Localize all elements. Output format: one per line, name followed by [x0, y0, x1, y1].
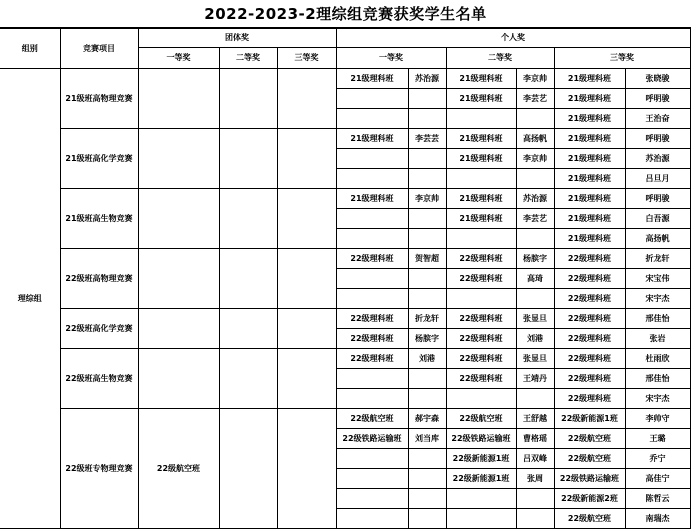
third-prize-student: 呼明骏 [625, 129, 690, 149]
third-prize-class: 22级理科班 [554, 369, 625, 389]
team-award-second [219, 309, 277, 349]
second-prize-class: 21级理科班 [446, 69, 516, 89]
team-award-first [138, 69, 219, 129]
table-row [0, 69, 690, 89]
third-prize-student: 张岩 [625, 329, 690, 349]
team-award-third [277, 69, 336, 129]
team-award-first [138, 349, 219, 409]
first-prize-class [336, 369, 408, 389]
third-prize-student: 杜雨欣 [625, 349, 690, 369]
third-prize-class: 22级航空班 [554, 429, 625, 449]
second-prize-student: 刘港 [516, 329, 554, 349]
team-award-second [219, 249, 277, 309]
second-prize-student [516, 109, 554, 129]
second-prize-class: 22级理科班 [446, 249, 516, 269]
first-prize-student [408, 229, 446, 249]
first-prize-student: 刘当库 [408, 429, 446, 449]
second-prize-class [446, 489, 516, 509]
first-prize-student: 苏治源 [408, 69, 446, 89]
second-prize-student [516, 389, 554, 409]
third-prize-class: 21级理科班 [554, 89, 625, 109]
header-individual-second: 二等奖 [446, 48, 554, 69]
second-prize-student: 李京帅 [516, 69, 554, 89]
first-prize-student [408, 269, 446, 289]
second-prize-class: 22级理科班 [446, 309, 516, 329]
third-prize-class: 21级理科班 [554, 109, 625, 129]
second-prize-class [446, 389, 516, 409]
first-prize-class [336, 149, 408, 169]
first-prize-class: 21级理科班 [336, 129, 408, 149]
second-prize-student: 高扬帆 [516, 129, 554, 149]
header-row-1 [0, 29, 690, 48]
award-table-body [0, 29, 690, 529]
header-individual-third: 三等奖 [554, 48, 690, 69]
first-prize-student [408, 149, 446, 169]
team-award-first [138, 249, 219, 309]
team-award-second [219, 69, 277, 129]
table-row [0, 189, 690, 209]
header-team-first: 一等奖 [138, 48, 219, 69]
first-prize-student [408, 289, 446, 309]
second-prize-class: 22级理科班 [446, 369, 516, 389]
first-prize-class: 22级铁路运输班 [336, 429, 408, 449]
first-prize-class [336, 89, 408, 109]
competition-name: 22级班高化学竞赛 [60, 309, 138, 349]
second-prize-student: 张显旦 [516, 309, 554, 329]
team-award-third [277, 309, 336, 349]
first-prize-student: 杨膑字 [408, 329, 446, 349]
first-prize-student: 郝宇森 [408, 409, 446, 429]
first-prize-student: 贺智超 [408, 249, 446, 269]
header-competition: 竞赛项目 [60, 29, 138, 69]
first-prize-class: 22级理科班 [336, 309, 408, 329]
third-prize-student: 邢佳怡 [625, 369, 690, 389]
third-prize-class: 22级理科班 [554, 289, 625, 309]
table-row [0, 309, 690, 329]
team-award-first: 22级航空班 [138, 409, 219, 529]
first-prize-class [336, 209, 408, 229]
first-prize-student [408, 449, 446, 469]
third-prize-student: 呼明骏 [625, 189, 690, 209]
second-prize-student [516, 489, 554, 509]
first-prize-student: 折龙轩 [408, 309, 446, 329]
team-award-second [219, 409, 277, 529]
header-team-third: 三等奖 [277, 48, 336, 69]
third-prize-class: 21级理科班 [554, 209, 625, 229]
second-prize-student [516, 509, 554, 529]
first-prize-class [336, 489, 408, 509]
team-award-first [138, 309, 219, 349]
group-cell: 理综组 [0, 69, 60, 529]
second-prize-student: 李芸艺 [516, 209, 554, 229]
first-prize-student [408, 89, 446, 109]
first-prize-class [336, 289, 408, 309]
first-prize-student [408, 509, 446, 529]
first-prize-class [336, 389, 408, 409]
second-prize-student: 苏治源 [516, 189, 554, 209]
third-prize-class: 22级理科班 [554, 349, 625, 369]
competition-name: 21级班高物理竞赛 [60, 69, 138, 129]
table-row [0, 129, 690, 149]
first-prize-class: 22级理科班 [336, 249, 408, 269]
third-prize-student: 折龙轩 [625, 249, 690, 269]
second-prize-class: 22级理科班 [446, 329, 516, 349]
first-prize-student [408, 489, 446, 509]
third-prize-class: 22级理科班 [554, 249, 625, 269]
first-prize-student [408, 169, 446, 189]
third-prize-student: 苏治源 [625, 149, 690, 169]
second-prize-class: 21级理科班 [446, 89, 516, 109]
page-title: 2022-2023-2理综组竞赛获奖学生名单 [0, 0, 691, 28]
third-prize-class: 22级铁路运输班 [554, 469, 625, 489]
first-prize-class [336, 269, 408, 289]
first-prize-student: 李京帅 [408, 189, 446, 209]
third-prize-student: 王治奋 [625, 109, 690, 129]
competition-name: 22级班高生物竞赛 [60, 349, 138, 409]
third-prize-student: 张晓骏 [625, 69, 690, 89]
first-prize-class [336, 229, 408, 249]
second-prize-class: 22级新能源1班 [446, 469, 516, 489]
first-prize-class [336, 509, 408, 529]
first-prize-student [408, 469, 446, 489]
third-prize-student: 高扬帆 [625, 229, 690, 249]
third-prize-student: 王璐 [625, 429, 690, 449]
first-prize-student: 刘港 [408, 349, 446, 369]
first-prize-student [408, 369, 446, 389]
third-prize-class: 21级理科班 [554, 129, 625, 149]
third-prize-student: 吕旦月 [625, 169, 690, 189]
second-prize-class: 21级理科班 [446, 129, 516, 149]
second-prize-class: 21级理科班 [446, 149, 516, 169]
third-prize-student: 邢佳怡 [625, 309, 690, 329]
header-individual-first: 一等奖 [336, 48, 446, 69]
second-prize-student [516, 289, 554, 309]
third-prize-class: 22级新能源2班 [554, 489, 625, 509]
third-prize-class: 22级理科班 [554, 389, 625, 409]
second-prize-student: 王靖丹 [516, 369, 554, 389]
competition-name: 21级班高生物竞赛 [60, 189, 138, 249]
table-row [0, 349, 690, 369]
third-prize-class: 22级理科班 [554, 329, 625, 349]
second-prize-student: 曹格瑶 [516, 429, 554, 449]
team-award-third [277, 189, 336, 249]
third-prize-class: 22级航空班 [554, 449, 625, 469]
first-prize-class: 21级理科班 [336, 189, 408, 209]
second-prize-class: 22级理科班 [446, 269, 516, 289]
team-award-second [219, 349, 277, 409]
third-prize-class: 21级理科班 [554, 149, 625, 169]
competition-name: 22级班专物理竞赛 [60, 409, 138, 529]
team-award-second [219, 189, 277, 249]
second-prize-class [446, 229, 516, 249]
team-award-third [277, 129, 336, 189]
third-prize-student: 白吾源 [625, 209, 690, 229]
second-prize-class [446, 109, 516, 129]
third-prize-student: 南瑞杰 [625, 509, 690, 529]
third-prize-student: 宋宇杰 [625, 389, 690, 409]
team-award-first [138, 189, 219, 249]
first-prize-class: 22级航空班 [336, 409, 408, 429]
table-row [0, 409, 690, 429]
first-prize-student: 李芸芸 [408, 129, 446, 149]
third-prize-student: 李帅守 [625, 409, 690, 429]
first-prize-student [408, 389, 446, 409]
first-prize-class: 22级理科班 [336, 329, 408, 349]
second-prize-class [446, 289, 516, 309]
second-prize-class [446, 169, 516, 189]
second-prize-student: 李京帅 [516, 149, 554, 169]
second-prize-class: 21级理科班 [446, 189, 516, 209]
third-prize-class: 22级理科班 [554, 309, 625, 329]
competition-name: 22级班高物理竞赛 [60, 249, 138, 309]
second-prize-class: 21级理科班 [446, 209, 516, 229]
third-prize-class: 22级理科班 [554, 269, 625, 289]
third-prize-class: 21级理科班 [554, 69, 625, 89]
third-prize-class: 21级理科班 [554, 229, 625, 249]
second-prize-student [516, 169, 554, 189]
second-prize-student: 李芸艺 [516, 89, 554, 109]
competition-name: 21级班高化学竞赛 [60, 129, 138, 189]
team-award-third [277, 349, 336, 409]
third-prize-student: 陈哲云 [625, 489, 690, 509]
first-prize-class [336, 449, 408, 469]
header-team-award: 团体奖 [138, 29, 336, 48]
second-prize-student: 张周 [516, 469, 554, 489]
third-prize-student: 呼明骏 [625, 89, 690, 109]
first-prize-student [408, 209, 446, 229]
third-prize-class: 21级理科班 [554, 189, 625, 209]
first-prize-student [408, 109, 446, 129]
header-individual-award: 个人奖 [336, 29, 690, 48]
second-prize-student: 杨膑字 [516, 249, 554, 269]
first-prize-class [336, 109, 408, 129]
header-team-second: 二等奖 [219, 48, 277, 69]
first-prize-class: 22级理科班 [336, 349, 408, 369]
third-prize-student: 乔宁 [625, 449, 690, 469]
first-prize-class [336, 169, 408, 189]
table-row [0, 249, 690, 269]
second-prize-student [516, 229, 554, 249]
team-award-second [219, 129, 277, 189]
first-prize-class: 21级理科班 [336, 69, 408, 89]
team-award-third [277, 409, 336, 529]
third-prize-class: 21级理科班 [554, 169, 625, 189]
team-award-third [277, 249, 336, 309]
second-prize-class: 22级理科班 [446, 349, 516, 369]
team-award-first [138, 129, 219, 189]
second-prize-class [446, 509, 516, 529]
first-prize-class [336, 469, 408, 489]
third-prize-class: 22级新能源1班 [554, 409, 625, 429]
third-prize-student: 宋宝伟 [625, 269, 690, 289]
second-prize-class: 22级新能源1班 [446, 449, 516, 469]
award-table [0, 28, 691, 529]
third-prize-student: 高佳宁 [625, 469, 690, 489]
third-prize-class: 22级航空班 [554, 509, 625, 529]
second-prize-class: 22级航空班 [446, 409, 516, 429]
second-prize-student: 王舒越 [516, 409, 554, 429]
second-prize-class: 22级铁路运输班 [446, 429, 516, 449]
second-prize-student: 高琦 [516, 269, 554, 289]
third-prize-student: 宋宇杰 [625, 289, 690, 309]
header-group: 组别 [0, 29, 60, 69]
second-prize-student: 张显旦 [516, 349, 554, 369]
second-prize-student: 吕双峰 [516, 449, 554, 469]
